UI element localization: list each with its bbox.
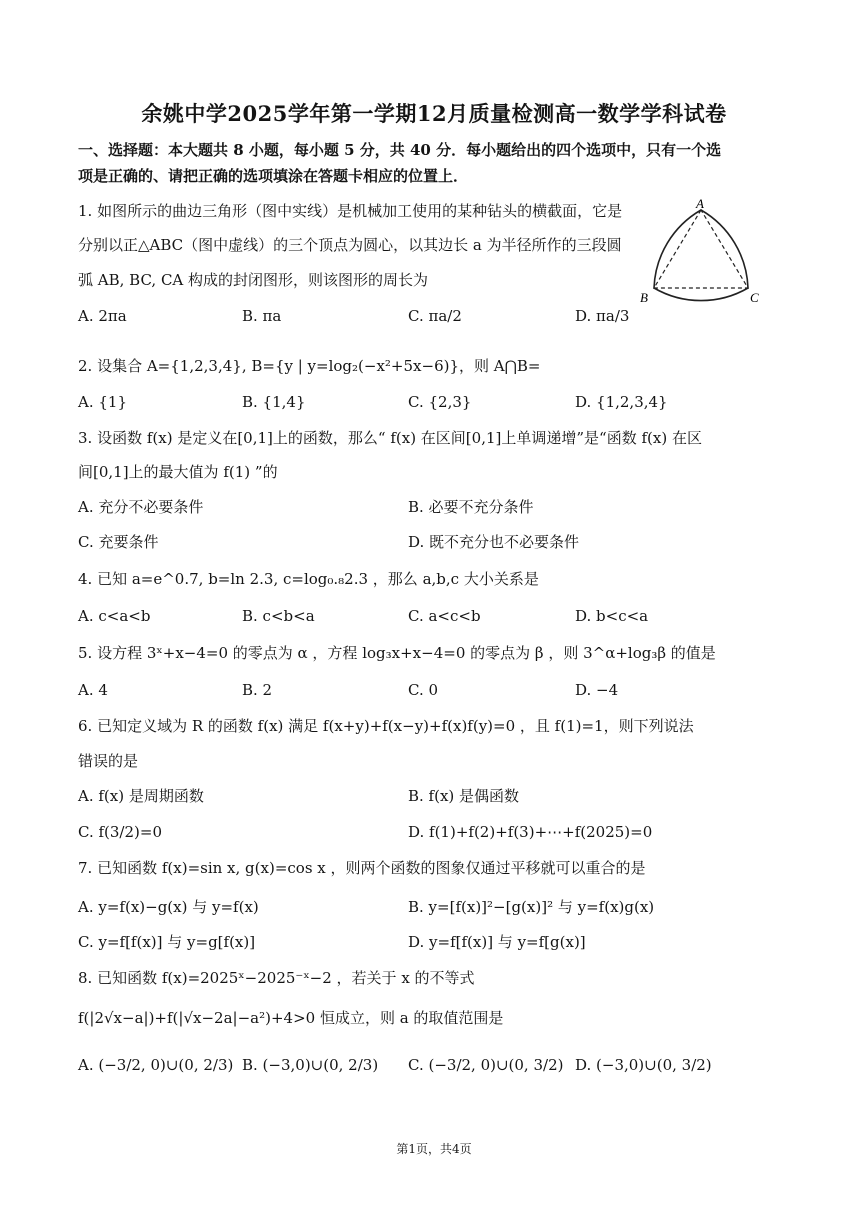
question-2-option-a: A. {1} <box>78 393 127 411</box>
question-6-option-b: B. f(x) 是偶函数 <box>408 787 520 805</box>
question-4-option-c: C. a<c<b <box>408 607 481 625</box>
question-3-line1: 3. 设函数 f(x) 是定义在[0,1]上的函数，那么“ f(x) 在区间[0,1]上单调递增”是“函数 f(x) 在区 <box>78 429 702 447</box>
question-5-option-c: C. 0 <box>408 681 439 699</box>
reuleaux-triangle-figure <box>636 196 766 306</box>
question-2-option-d: D. {1,2,3,4} <box>575 393 668 411</box>
section-instructions-line1: 一、选择题：本大题共 8 小题，每小题 5 分，共 40 分．每小题给出的四个选项中，只有一个选 <box>78 141 722 159</box>
label-a: A <box>696 196 704 211</box>
question-8-option-a: A. (−3/2, 0)∪(0, 2/3) <box>78 1056 234 1074</box>
question-6-line1: 6. 已知定义域为 R 的函数 f(x) 满足 f(x+y)+f(x−y)+f(x)f(y)=0 ，且 f(1)=1，则下列说法 <box>78 717 694 735</box>
question-2-option-b: B. {1,4} <box>242 393 306 411</box>
question-6-option-d: D. f(1)+f(2)+f(3)+⋯+f(2025)=0 <box>408 823 653 841</box>
question-5-line1: 5. 设方程 3ˣ+x−4=0 的零点为 α ，方程 log₃x+x−4=0 的零点为 β ，则 3^α+log₃β 的值是 <box>78 644 716 662</box>
question-1-option-a: A. 2πa <box>78 307 127 325</box>
question-3-option-b: B. 必要不充分条件 <box>408 498 534 516</box>
question-6-option-a: A. f(x) 是周期函数 <box>78 787 204 805</box>
question-8-line2: f(|2√x−a|)+f(|√x−2a|−a²)+4>0 恒成立，则 a 的取值范围是 <box>78 1009 504 1027</box>
question-7-option-a: A. y=f(x)−g(x) 与 y=f(x) <box>78 898 259 916</box>
question-3-line2: 间[0,1]上的最大值为 f(1) ”的 <box>78 463 278 481</box>
section-instructions-line2: 项是正确的、请把正确的选项填涂在答题卡相应的位置上． <box>78 167 469 185</box>
question-1-option-c: C. πa/2 <box>408 307 462 325</box>
question-5-option-d: D. −4 <box>575 681 619 699</box>
label-b: B <box>640 290 648 305</box>
question-8-option-b: B. (−3,0)∪(0, 2/3) <box>242 1056 379 1074</box>
question-4-option-b: B. c<b<a <box>242 607 315 625</box>
question-1-option-d: D. πa/3 <box>575 307 630 325</box>
question-7-option-d: D. y=f[f(x)] 与 y=f[g(x)] <box>408 933 586 951</box>
page-title: 余姚中学2025学年第一学期12月质量检测高一数学学科试卷 <box>141 101 727 126</box>
question-4-option-d: D. b<c<a <box>575 607 649 625</box>
question-7-line1: 7. 已知函数 f(x)=sin x, g(x)=cos x ，则两个函数的图象仅通过平移就可以重合的是 <box>78 859 646 877</box>
question-2-option-c: C. {2,3} <box>408 393 472 411</box>
question-3-option-d: D. 既不充分也不必要条件 <box>408 533 580 551</box>
question-8-option-c: C. (−3/2, 0)∪(0, 3/2) <box>408 1056 564 1074</box>
question-8-option-d: D. (−3,0)∪(0, 3/2) <box>575 1056 712 1074</box>
question-1-option-b: B. πa <box>242 307 282 325</box>
question-5-option-b: B. 2 <box>242 681 273 699</box>
question-1-line2: 分别以正△ABC（图中虚线）的三个顶点为圆心，以其边长 a 为半径所作的三段圆 <box>78 236 622 254</box>
question-8-line1: 8. 已知函数 f(x)=2025ˣ−2025⁻ˣ−2 ，若关于 x 的不等式 <box>78 969 475 987</box>
page-footer: 第1页，共4页 <box>396 1142 472 1156</box>
triangle-abc-dashed <box>654 210 748 288</box>
question-3-option-a: A. 充分不必要条件 <box>78 498 204 516</box>
question-1-line1: 1. 如图所示的曲边三角形（图中实线）是机械加工使用的某种钻头的横截面，它是 <box>78 202 623 220</box>
question-6-option-c: C. f(3/2)=0 <box>78 823 162 841</box>
question-6-line2: 错误的是 <box>78 752 139 770</box>
reuleaux-curve <box>654 210 748 301</box>
question-7-option-b: B. y=[f(x)]²−[g(x)]² 与 y=f(x)g(x) <box>408 898 655 916</box>
label-c: C <box>750 290 759 305</box>
question-2-line1: 2. 设集合 A={1,2,3,4}, B={y | y=log₂(−x²+5x−6)}，则 A⋂B= <box>78 357 541 375</box>
question-1-line3: 弧 AB, BC, CA 构成的封闭图形，则该图形的周长为 <box>78 271 429 289</box>
question-3-option-c: C. 充要条件 <box>78 533 159 551</box>
question-4-option-a: A. c<a<b <box>78 607 151 625</box>
question-4-line1: 4. 已知 a=e^0.7, b=ln 2.3, c=log₀.₈2.3 ，那么 a,b,c 大小关系是 <box>78 570 539 588</box>
question-5-option-a: A. 4 <box>78 681 108 699</box>
question-7-option-c: C. y=f[f(x)] 与 y=g[f(x)] <box>78 933 256 951</box>
